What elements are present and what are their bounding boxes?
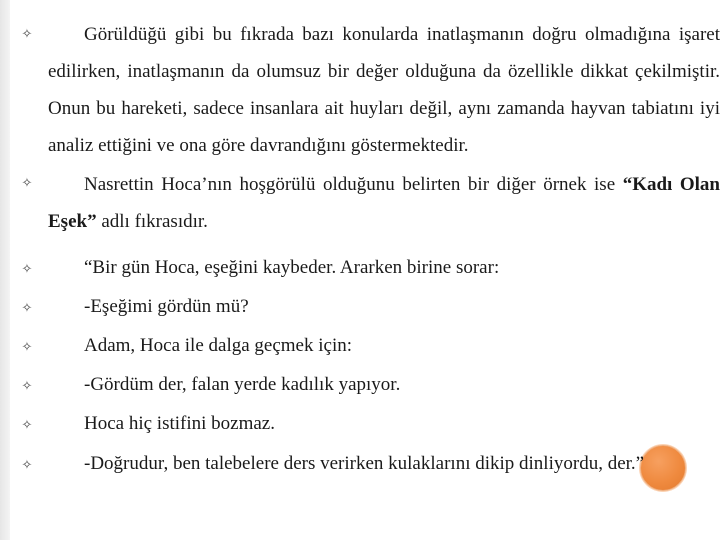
paragraph-2-text-after: adlı fıkrasıdır.: [96, 211, 208, 232]
bullet-icon: ✧: [21, 339, 33, 354]
slide-body: [20, 0, 720, 540]
paragraph-1-text: Görüldüğü gibi bu fıkrada bazı konularda inatlaşmanın doğru olmadığına işaret edilirken, inatlaşmanın da olumsuz bir değer olduğuna da özellikle dikkat çekilmiştir. Onun bu hareketi, sadece insanlara ait huyları değil, aynı zamanda hayvan tabiatını iyi analiz ettiğini ve ona göre davrandığını göstermektedir.: [48, 24, 720, 156]
left-border-strip: [0, 0, 10, 540]
bullet-icon: ✧: [21, 457, 33, 472]
story-line: -Gördüm der, falan yerde kadılık yapıyor.: [84, 374, 401, 395]
bullet-icon: ✧: [21, 300, 33, 315]
story-line: Adam, Hoca ile dalga geçmek için:: [84, 335, 353, 356]
story-line: “Bir gün Hoca, eşeğini kaybeder. Ararken birine sorar:: [84, 257, 500, 278]
paragraph-1: [48, 16, 720, 164]
paragraph-2: [48, 166, 720, 240]
bullet-icon: ✧: [21, 26, 33, 41]
bullet-icon: ✧: [21, 261, 33, 276]
bullet-icon: ✧: [21, 175, 33, 190]
paragraph-2-bold-title: “Kadı Olan Eşek”: [48, 174, 720, 232]
bullet-icon: ✧: [21, 417, 33, 432]
story-line: -Eşeğimi gördün mü?: [84, 296, 249, 317]
story-line: -Doğrudur, ben talebelere ders verirken kulaklarını dikip dinliyordu, der.”: [84, 453, 645, 474]
bullet-icon: ✧: [21, 378, 33, 393]
paragraph-2-text-before: Nasrettin Hoca’nın hoşgörülü olduğunu belirten bir diğer örnek ise: [84, 174, 623, 195]
story-line: Hoca hiç istifini bozmaz.: [84, 413, 275, 434]
